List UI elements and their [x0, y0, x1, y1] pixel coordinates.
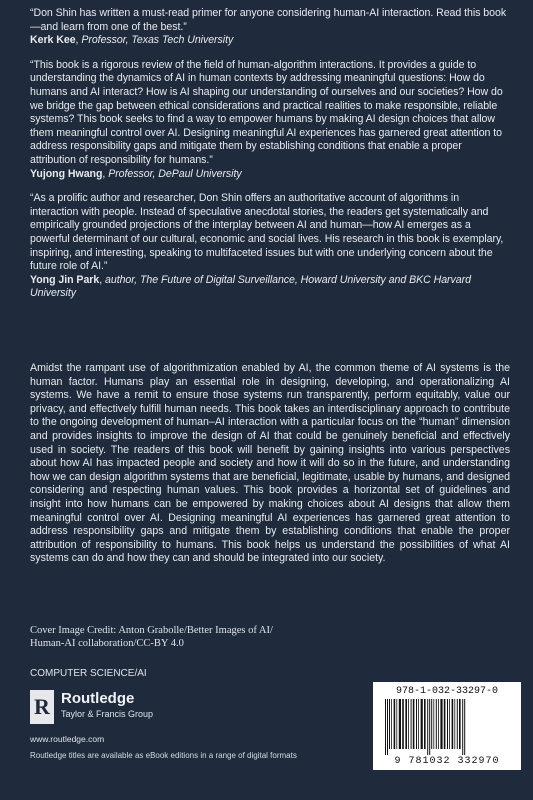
endorsement-1	[30, 7, 510, 48]
endorser-name: Yong Jin Park	[30, 273, 100, 286]
ebook-note: Routledge titles are available as eBook editions in a range of digital formats	[30, 751, 297, 760]
endorsement-3	[30, 192, 510, 301]
cover-image-credit	[30, 624, 330, 650]
endorsement-quote: “This book is a rigorous review of the field of human-algorithm interactions. It provides a guide to understanding the dynamics of AI in human contexts by addressing meaningful questions: How do humans and AI interact? How is AI shaping our understanding of ourselves and our societies? How do we bridge the gap between ethical considerations and practical realities to make responsible, reliable systems? This book seeks to find a way to empower humans by making AI design choices that allow them meaningful control over AI. Designing meaningful AI experiences has garnered great attention to address responsibility gaps and mitigate them by establishing conditions that enable a proper attribution of responsibility for humans.”	[30, 58, 503, 166]
isbn-barcode	[373, 682, 521, 770]
endorser-title: The Future of Digital Surveillance, Howard University and BKC Harvard University	[30, 273, 471, 300]
endorser-title: Professor, Texas Tech University	[81, 34, 234, 47]
cover-credit-line-1: Cover Image Credit: Anton Grabolle/Better Images of AI/	[30, 625, 273, 636]
endorsement-attribution: Yujong Hwang, Professor, DePaul University	[30, 167, 242, 180]
endorsement-2	[30, 59, 510, 181]
endorser-name: Kerk Kee	[30, 34, 76, 47]
ean-number: 9 781032 332970	[394, 756, 500, 767]
publisher-logo	[30, 688, 230, 728]
endorsement-quote: “As a prolific author and researcher, Don Shin offers an authoritative account of algorithms in interaction with people. Instead of speculative anecdotal stories, the readers get systematically and empirically grounded projections of the interplay between AI and human—how AI emerges as a powerful determinant of our cultural, economic and social lives. His research in this book is exemplary, inspiring, and interesting, speaking to multifaceted issues but with one underlying concern about the future role of AI.”	[30, 192, 504, 273]
publisher-name: Routledge	[61, 690, 135, 707]
endorser-name: Yujong Hwang	[30, 167, 103, 180]
barcode-bars-icon	[383, 699, 513, 755]
endorsement-attribution: Yong Jin Park, author, The Future of Digital Surveillance, Howard University and BKC Harvard University	[30, 273, 471, 300]
endorser-title: Professor, DePaul University	[108, 167, 242, 180]
publisher-url[interactable]: www.routledge.com	[30, 734, 105, 744]
cover-credit-line-2: Human-AI collaboration/CC-BY 4.0	[30, 638, 184, 649]
book-description: Amidst the rampant use of algorithmization enabled by AI, the common theme of AI systems is the human factor. Humans play an essential role in designing, developing, and operationalizing AI systems. We have a remit to ensure those systems run transparently, perform equitably, value our privacy, and effectively fulfill human needs. This book takes an interdisciplinary approach to contribute to the ongoing development of human–AI interaction with a particular focus on the “human” dimension and provides insights to improve the design of AI that could be genuinely beneficial and effectively used in society. The readers of this book will benefit by gaining insights into various perspectives about how AI has impacted people and society and how it will do so in the future, and understanding how we can design algorithm systems that are beneficial, legitimate, usable by humans, and designed considering and respecting human values. This book provides a horizontal set of guidelines and insight into how humans can be empowered by making choices about AI designs that allow them meaningful control over AI. Designing meaningful AI experiences has garnered great attention to address responsibility gaps and mitigate them by establishing conditions that enable the proper attribution of responsibility to humans. This book helps us understand the possibilities of what AI systems can do and how they can and should be integrated into our society.	[30, 362, 510, 565]
endorsement-quote: “Don Shin has written a must-read primer for anyone considering human-AI interaction. Read this book—and learn from one of the best.”	[30, 7, 507, 33]
routledge-logo-icon: R	[30, 690, 54, 724]
subject-category: COMPUTER SCIENCE/AI	[30, 668, 147, 679]
endorsements	[30, 7, 510, 312]
endorsement-attribution: Kerk Kee, Professor, Texas Tech University	[30, 34, 234, 47]
endorser-title-prefix: author,	[105, 273, 140, 286]
isbn-number: 978-1-032-33297-0	[395, 686, 499, 697]
publisher-subtitle: Taylor & Francis Group	[61, 709, 154, 719]
